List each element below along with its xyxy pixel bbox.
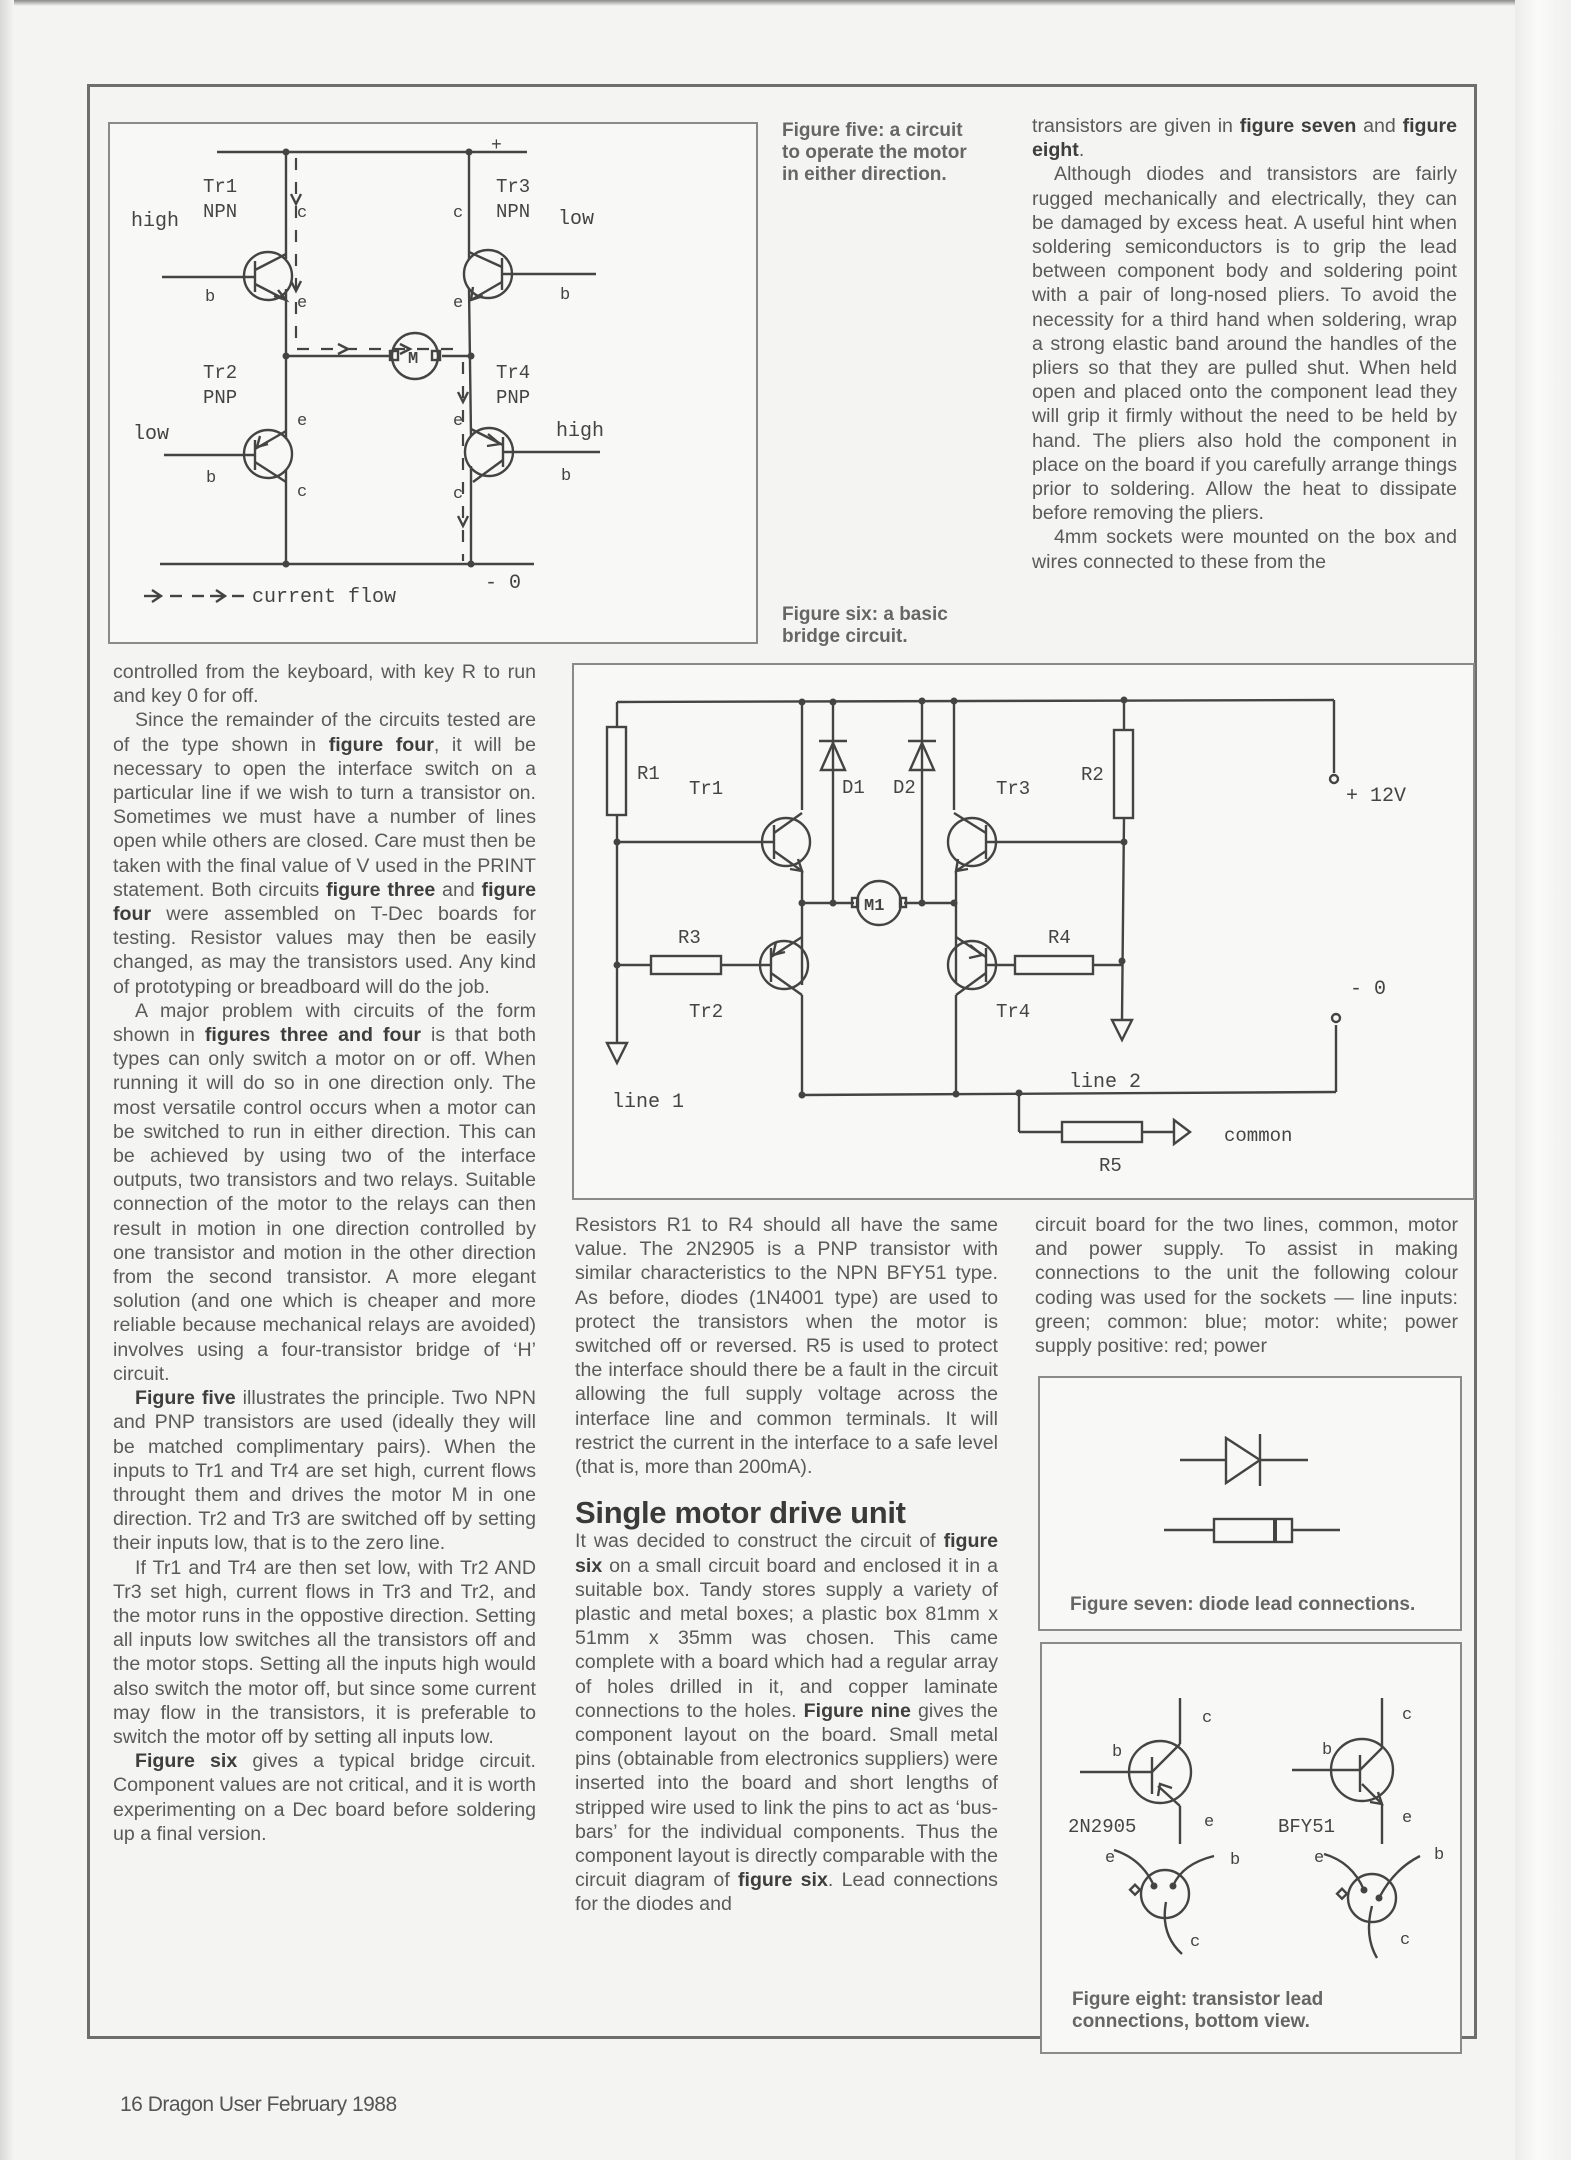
tr3-label: Tr3 (496, 176, 531, 198)
paragraph: Since the remainder of the circuits tested are of the type shown in figure four, it will be necessary to open the interface switch on a particular line if we wish to turn a transistor on. Sometimes we must have a number of lines open while others are closed. Care must then be taken with the final value of V used in the PRINT statement. Both circuits figure three and figure four were assembled on T-Dec boards for testing. Resistor values may then be easily changed, as may the transistors used. Any kind of prototyping or breadboard will do the job. (113, 709, 536, 998)
tr2-b: b (206, 469, 217, 488)
tr4-b: b (561, 467, 572, 486)
tr3-input-label: low (558, 208, 595, 231)
line1-label: line 1 (612, 1091, 685, 1114)
section-heading: Single motor drive unit (575, 1495, 906, 1531)
paragraph: transistors are given in figure seven and figure eight. (1032, 115, 1457, 162)
npn-e: e (1402, 1809, 1413, 1828)
page-right-fold (1515, 0, 1571, 2160)
tr2-type-label: PNP (203, 387, 238, 409)
figure-six-caption: Figure six: a basic bridge circuit. (782, 604, 948, 647)
tr3-label: Tr3 (996, 778, 1031, 800)
tr2-input-label: low (133, 423, 170, 446)
r3-label: R3 (678, 927, 701, 949)
tr1-label: Tr1 (689, 778, 724, 800)
part-bfy51-label: BFY51 (1278, 1816, 1336, 1838)
paragraph: Figure five illustrates the principle. Two NPN and PNP transistors are used (ideally they will be matched complimentary pairs). When the inputs to Tr1 and Tr4 are set high, current flows throught them and drives the motor M in one direction. Tr2 and Tr3 are switched off by setting their inputs low, that is to the zero line. (113, 1387, 536, 1555)
r1-label: R1 (637, 763, 660, 785)
paragraph: Figure six gives a typical bridge circuit. Component values are not critical, and it is worth experimenting on a Dec board before soldering up a final version. (113, 1750, 536, 1845)
tr1-c: c (297, 204, 308, 223)
diode-package (1164, 1519, 1340, 1542)
r2-label: R2 (1081, 764, 1104, 786)
tr2-pnp-symbol (164, 430, 292, 482)
figure-five-caption: Figure five: a circuit to operate the motor in either direction. (782, 120, 967, 185)
paragraph: Although diodes and transistors are fairly rugged mechanically and electrically, they can be damaged by excess heat. A useful hint when soldering semiconductors is to grip the lead between component body and soldering point with a pair of long-nosed pliers. To avoid the necessity for a third hand when soldering, wrap a strong elastic band around the handles of the pliers so that they are pulled shut. When held open and placed onto the component lead they will grip it firmly without the need to be held by hand. The pliers also hold the component in place on the board if you carefully arrange things prior to soldering. Allow the heat to dissipate before removing the pliers. (1032, 163, 1457, 525)
tr3-npn-symbol (464, 250, 596, 300)
r1-resistor (607, 727, 626, 815)
page-footer: 16 Dragon User February 1988 (120, 2093, 397, 2116)
plus-label: + (491, 136, 502, 156)
tr4-label: Tr4 (996, 1001, 1031, 1023)
tr3-c: c (453, 204, 464, 223)
legend-label: current flow (252, 586, 397, 609)
page-top-edge (0, 0, 1571, 6)
npn-bottom-b: b (1434, 1846, 1445, 1865)
tr2-e: e (297, 412, 308, 431)
m1-label: M1 (864, 897, 885, 916)
r3-resistor (651, 956, 721, 974)
neg-terminal (1332, 1014, 1340, 1022)
page-left-edge (0, 0, 14, 2160)
line1-ground-arrow (607, 1043, 627, 1063)
common-label: common (1224, 1125, 1293, 1147)
npn-bottom-c: c (1400, 1931, 1411, 1950)
tr4-label: Tr4 (496, 362, 531, 384)
figure-five-diagram (110, 124, 756, 642)
figure-seven-diagram (1040, 1378, 1460, 1578)
paragraph: Resistors R1 to R4 should all have the same value. The 2N2905 is a PNP transistor with similar characteristics to the NPN BFY51 type. As before, diodes (1N4001 type) are used to protect the transistors when the motor is switched off or reversed. R5 is used to protect the interface should there be a fault in the circuit allowing the full supply voltage across the interface line and common terminals. It will restrict the current in the interface to a safe level (that is, more than 200mA). (575, 1214, 998, 1479)
caption-line-1: Figure eight: transistor lead (1072, 1989, 1324, 2010)
d2-label: D2 (893, 777, 916, 799)
r4-label: R4 (1048, 927, 1071, 949)
tr2-c: c (297, 483, 308, 502)
line2-ground-arrow (1112, 1020, 1132, 1040)
r5-label: R5 (1099, 1155, 1122, 1177)
figure-eight-caption (1072, 1989, 1442, 2033)
npn-c: c (1402, 1706, 1413, 1725)
paragraph: circuit board for the two lines, common, motor and power supply. To assist in making connections to the unit the following colour coding was used for the sockets — line inputs: green; common: blue; motor: white; power supply positive: red; power (1035, 1214, 1458, 1358)
figure-seven-caption: Figure seven: diode lead connections. (1070, 1594, 1416, 1615)
pnp-e: e (1204, 1813, 1215, 1832)
pnp-bottom-e: e (1105, 1849, 1116, 1868)
pnp-b: b (1112, 1743, 1123, 1762)
current-flow-path-upper (296, 158, 465, 349)
article-column-3-continued (1035, 1213, 1458, 1358)
r4-resistor (1015, 956, 1093, 974)
tr1-e: e (297, 294, 308, 313)
tr1-label: Tr1 (203, 176, 238, 198)
npn-bottom-e: e (1314, 1849, 1325, 1868)
paragraph: If Tr1 and Tr4 are then set low, with Tr2 AND Tr3 set high, current flows in Tr3 and Tr2, and the motor runs in the oppostive direction. Setting all inputs low switches all the transistors off and the motor stops. Setting all the inputs high would also switch the motor off, but since some current may flow in the transistors, it is preferable to switch the motor off by setting all inputs low. (113, 1556, 536, 1748)
figure-five (108, 122, 758, 644)
paragraph: 4mm sockets were mounted on the box and wires connected to these from the (1032, 526, 1457, 573)
minus-zero-label: - 0 (485, 572, 522, 595)
r2-resistor (1114, 730, 1133, 818)
tr1-input-label: high (131, 210, 180, 233)
figure-six (572, 663, 1475, 1200)
article-column-1 (113, 660, 536, 1846)
paragraph: It was decided to construct the circuit of figure six on a small circuit board and enclosed it in a suitable box. Tandy stores supply a variety of plastic and metal boxes; a plastic box 81mm x 51mm x 35mm was chosen. This came complete with a board which had a regular array of holes drilled in it, and copper laminate connections to the holes. Figure nine gives the component layout on the board. Small metal pins (obtainable from electronics suppliers) were inserted into the board and short lengths of stripped wire used to link the pins to act as ‘bus-bars’ for the individual components. Thus the component layout is directly comparable with the circuit diagram of figure six. Lead connections for the diodes and (575, 1530, 998, 1916)
tr4-e: e (453, 412, 464, 431)
line2-label: line 2 (1069, 1071, 1142, 1094)
pos-terminal (1330, 775, 1338, 783)
article-column-3 (1032, 114, 1457, 574)
supply-neg-label: - 0 (1350, 978, 1387, 1001)
figure-six-diagram (574, 665, 1473, 1198)
common-arrow (1174, 1120, 1190, 1144)
motor-label: M (408, 350, 419, 369)
caption-line-2: connections, bottom view. (1072, 2011, 1310, 2032)
r5-resistor (1062, 1122, 1142, 1142)
tr1-type-label: NPN (203, 201, 238, 223)
paragraph: A major problem with circuits of the form shown in figures three and four is that both types can only switch a motor on or off. When running it will do so in one direction only. The most versatile control occurs when a motor can be switched to run in either direction. This can be achieved by using two of the interface outputs, two transistors and two relays. Suitable connection of the motor to the relays can then result in motion in one direction controlled by one transistor and motion in the other direction from the second transistor. A more elegant solution (and one which is cheaper and more reliable because mechanical relays are avoided) involves using a four-transistor bridge of ‘H’ circuit. (113, 999, 536, 1385)
tr1-npn-symbol (162, 252, 292, 300)
tr1-b: b (205, 288, 216, 307)
pnp-c: c (1202, 1709, 1213, 1728)
tr3-type-label: NPN (496, 201, 531, 223)
tr2-label: Tr2 (203, 362, 238, 384)
tr4-type-label: PNP (496, 387, 531, 409)
pnp-bottom-b: b (1230, 1851, 1241, 1870)
tr4-input-label: high (556, 420, 605, 443)
current-flow-legend (144, 586, 396, 609)
supply-pos-label: + 12V (1346, 785, 1407, 808)
figure-eight-diagram (1042, 1644, 1460, 1974)
paragraph: controlled from the keyboard, with key R to run and key 0 for off. (113, 661, 536, 708)
tr2-label: Tr2 (689, 1001, 724, 1023)
tr4-c: c (453, 485, 464, 504)
tr3-b: b (560, 286, 571, 305)
d1-label: D1 (842, 777, 865, 799)
pnp-bottom-c: c (1190, 1933, 1201, 1952)
figure-seven (1038, 1376, 1462, 1631)
tr3-e: e (453, 294, 464, 313)
npn-b: b (1322, 1741, 1333, 1760)
figure-eight (1040, 1642, 1462, 2054)
part-2n2905-label: 2N2905 (1068, 1816, 1137, 1838)
article-column-2 (575, 1213, 998, 1917)
diode-symbol (1180, 1434, 1308, 1486)
